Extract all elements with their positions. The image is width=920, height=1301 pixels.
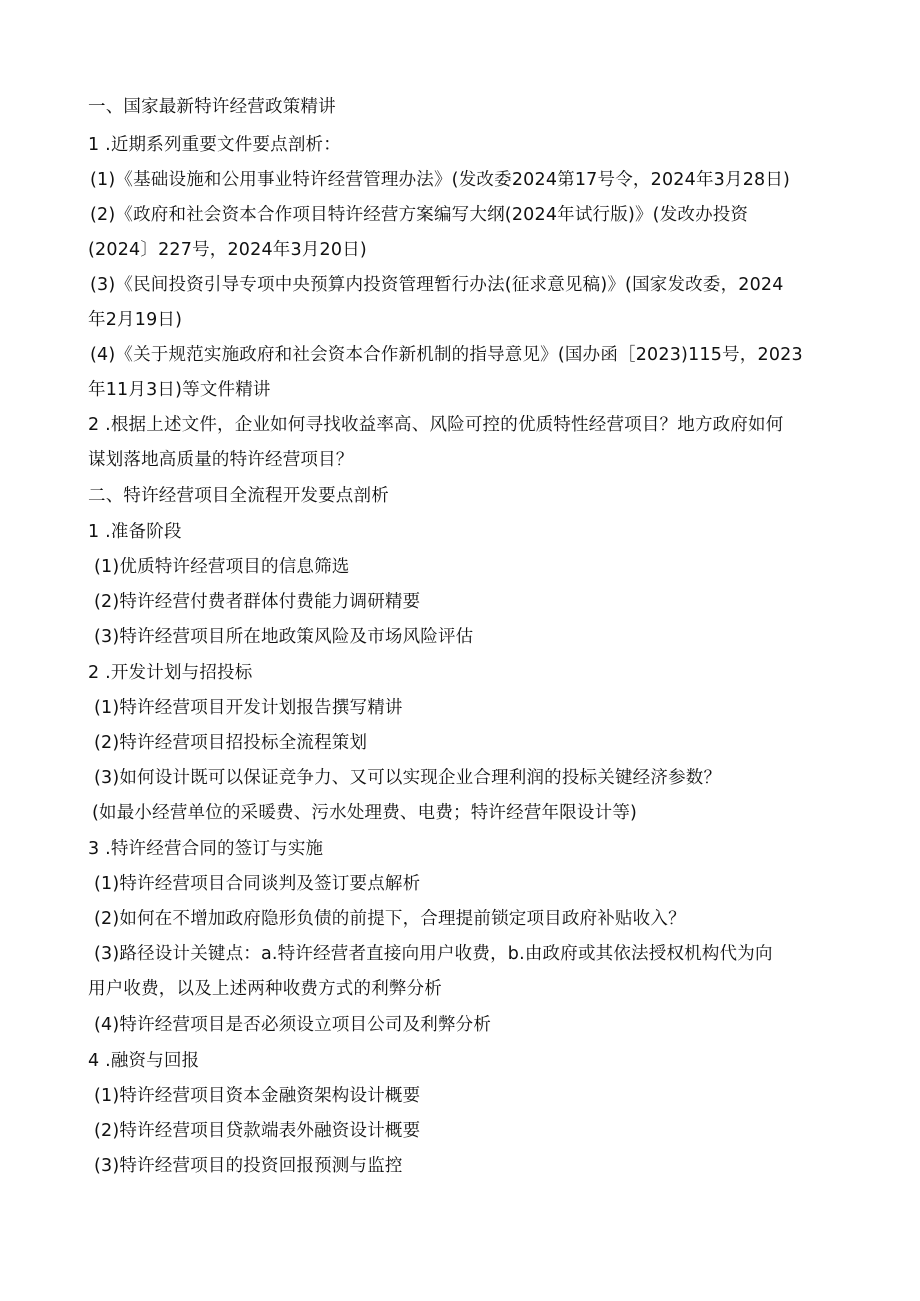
contract-item-3-line-2: 用户收费，以及上述两种收费方式的利弊分析 (88, 979, 442, 999)
item-2-line-2: 谋划落地高质量的特许经营项目？ (88, 450, 354, 470)
dev-item-1: (1)特许经营项目开发计划报告撰写精讲 (94, 698, 403, 718)
subheading-financing: 4 .融资与回报 (88, 1051, 200, 1071)
dev-item-2: (2)特许经营项目招投标全流程策划 (94, 733, 368, 753)
doc-item-4-line-1: (4)《关于规范实施政府和社会资本合作新机制的指导意见》(国办函［2023)115号，2023 (90, 345, 803, 365)
contract-item-2: (2)如何在不增加政府隐形负债的前提下，合理提前锁定项目政府补贴收入？ (94, 909, 686, 929)
doc-item-3-line-2: 年2月19日) (88, 310, 183, 330)
item-1-recent-documents: 1 .近期系列重要文件要点剖析： (88, 135, 341, 155)
heading-section-1: 一、国家最新特许经营政策精讲 (88, 97, 336, 117)
item-2-line-1: 2 .根据上述文件，企业如何寻找收益率高、风险可控的优质特性经营项目？地方政府如何 (88, 415, 784, 435)
subheading-preparation: 1 .准备阶段 (88, 522, 182, 542)
finance-item-3: (3)特许经营项目的投资回报预测与监控 (94, 1156, 403, 1176)
doc-item-2-line-2: (2024〕227号，2024年3月20日) (88, 240, 367, 260)
doc-item-4-line-2: 年11月3日)等文件精讲 (88, 380, 271, 400)
doc-item-2-line-1: (2)《政府和社会资本合作项目特许经营方案编写大纲(2024年试行版)》(发改办投资 (90, 205, 749, 225)
prep-item-1: (1)优质特许经营项目的信息筛选 (94, 557, 350, 577)
prep-item-2: (2)特许经营付费者群体付费能力调研精要 (94, 592, 421, 612)
dev-item-3: (3)如何设计既可以保证竞争力、又可以实现企业合理利润的投标关键经济参数？ (94, 768, 722, 788)
subheading-development-bidding: 2 .开发计划与招投标 (88, 663, 253, 683)
contract-item-4: (4)特许经营项目是否必须设立项目公司及利弊分析 (94, 1015, 492, 1035)
heading-section-2: 二、特许经营项目全流程开发要点剖析 (88, 486, 389, 506)
contract-item-3-line-1: (3)路径设计关键点：a.特许经营者直接向用户收费，b.由政府或其依法授权机构代为向 (94, 944, 773, 964)
finance-item-2: (2)特许经营项目贷款端表外融资设计概要 (94, 1121, 421, 1141)
doc-item-3-line-1: (3)《民间投资引导专项中央预算内投资管理暂行办法(征求意见稿)》(国家发改委，2024 (90, 275, 784, 295)
prep-item-3: (3)特许经营项目所在地政策风险及市场风险评估 (94, 627, 474, 647)
dev-item-3-note: (如最小经营单位的采暖费、污水处理费、电费；特许经营年限设计等) (92, 803, 638, 823)
doc-item-1: (1)《基础设施和公用事业特许经营管理办法》(发改委2024第17号令，2024年3月28日) (90, 170, 791, 190)
finance-item-1: (1)特许经营项目资本金融资架构设计概要 (94, 1086, 421, 1106)
contract-item-1: (1)特许经营项目合同谈判及签订要点解析 (94, 874, 421, 894)
subheading-contract: 3 .特许经营合同的签订与实施 (88, 839, 324, 859)
